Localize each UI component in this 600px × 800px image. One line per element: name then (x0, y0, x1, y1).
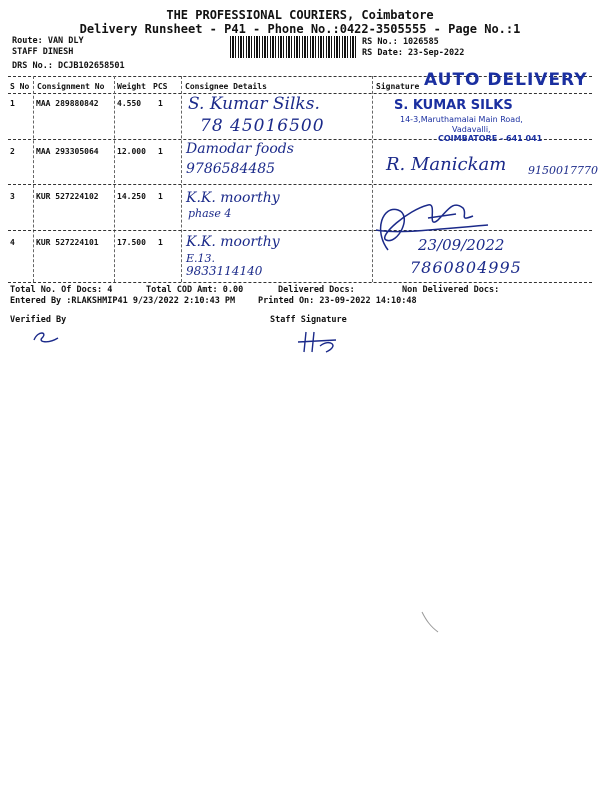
non-delivered-docs: Non Delivered Docs: (402, 285, 500, 295)
delivered-docs: Delivered Docs: (278, 285, 355, 295)
row4-receive-date: 23/09/2022 (418, 236, 505, 254)
row1-pcs: 1 (158, 99, 163, 108)
row3-consignee-name: K.K. moorthy (186, 190, 280, 206)
stamp-company-name: S. KUMAR SILKS (394, 98, 513, 113)
row1-sno: 1 (10, 99, 15, 108)
row1-consignee-phone: 78 45016500 (200, 116, 325, 136)
total-cod: Total COD Amt: 0.00 (146, 285, 244, 295)
stamp-address-line1: 14-3,Maruthamalai Main Road, (400, 115, 523, 124)
route-label: Route: VAN DLY (12, 36, 84, 46)
rs-number: RS No.: 1026585 (362, 37, 439, 47)
auto-delivery-stamp: AUTO DELIVERY (424, 70, 588, 90)
row2-receiver-name: R. Manickam (386, 154, 507, 175)
row1-consignee-name: S. Kumar Silks. (188, 94, 320, 114)
stamp-address-line3: COIMBATORE - 641 041 (438, 134, 543, 143)
row4-consignee-name: K.K. moorthy (186, 234, 280, 250)
document-subtitle: Delivery Runsheet - P41 - Phone No.:0422-3505555 - Page No.:1 (79, 22, 521, 36)
row3-weight: 14.250 (117, 192, 146, 201)
entered-by: Entered By :RLAKSHMIP41 9/23/2022 2:10:43 PM (10, 296, 236, 306)
row2-receiver-phone: 9150017770 (528, 164, 598, 177)
col-consignment: Consignment No (37, 82, 105, 91)
staff-signature-icon (296, 328, 346, 356)
staff-label: STAFF DINESH (12, 47, 74, 57)
verified-by-label: Verified By (10, 315, 67, 325)
scan-mark-icon (420, 610, 440, 634)
row2-consignee-name: Damodar foods (186, 141, 294, 157)
staff-signature-label: Staff Signature (270, 315, 347, 325)
row2-consignment: MAA 293305064 (36, 147, 99, 156)
drs-number: DRS No.: DCJB102658501 (12, 61, 125, 71)
row2-consignee-phone: 9786584485 (186, 161, 276, 177)
row1-consignment: MAA 289880842 (36, 99, 99, 108)
row3-sno: 3 (10, 192, 15, 201)
row4-consignment: KUR 527224101 (36, 238, 99, 247)
row4-weight: 17.500 (117, 238, 146, 247)
verifier-signature-icon (30, 328, 64, 346)
row4-consignee-phone: 9833114140 (186, 264, 263, 278)
col-signature: Signature (376, 82, 420, 91)
row2-weight: 12.000 (117, 147, 146, 156)
stamp-address-line2: Vadavalli, (452, 125, 491, 134)
row3-consignee-note: phase 4 (188, 207, 232, 220)
col-weight: Weight (117, 82, 146, 91)
printed-on: Printed On: 23-09-2022 14:10:48 (258, 296, 417, 306)
row4-pcs: 1 (158, 238, 163, 247)
row4-receiver-phone: 7860804995 (410, 258, 522, 277)
col-sno: S No (10, 82, 30, 91)
rs-date: RS Date: 23-Sep-2022 (362, 48, 465, 58)
row4-sno: 4 (10, 238, 15, 247)
row3-consignment: KUR 527224102 (36, 192, 99, 201)
col-pcs: PCS (153, 82, 168, 91)
document-title: THE PROFESSIONAL COURIERS, Coimbatore (166, 8, 434, 22)
row2-sno: 2 (10, 147, 15, 156)
row2-pcs: 1 (158, 147, 163, 156)
row3-pcs: 1 (158, 192, 163, 201)
col-details: Consignee Details (185, 82, 267, 91)
row4-consignee-note: E.13. (186, 252, 216, 265)
barcode (230, 36, 358, 58)
total-docs: Total No. Of Docs: 4 (10, 285, 113, 295)
row1-weight: 4.550 (117, 99, 142, 108)
